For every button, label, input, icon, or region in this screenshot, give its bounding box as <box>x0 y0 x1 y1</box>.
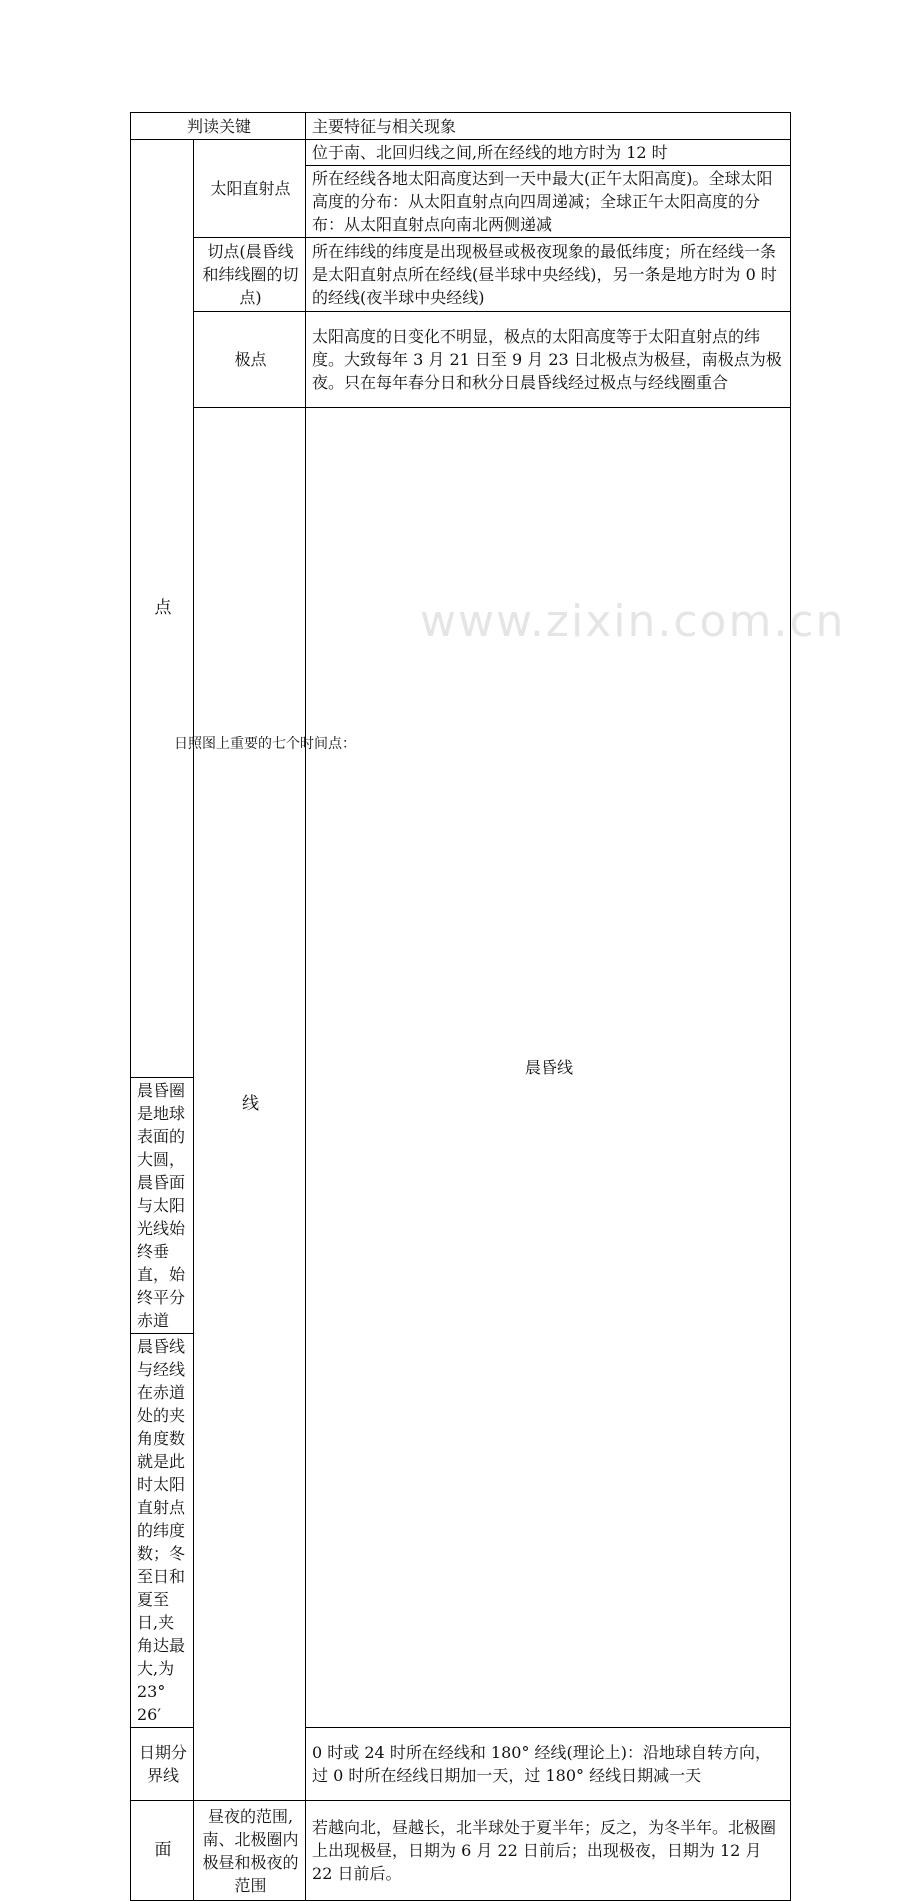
knowledge-table <box>130 112 791 1901</box>
desc-terminator-3: 晨昏线与经线在赤道处的夹角度数就是此时太阳直射点的纬度数；冬至日和夏至日,夹角达最大,为 23° 26′ <box>131 1334 194 1728</box>
category-surface: 面 <box>131 1801 194 1901</box>
category-point: 点 <box>131 140 194 1078</box>
label-range: 昼夜的范围,南、北极圈内极昼和极夜的范围 <box>194 1801 306 1901</box>
table-row <box>131 140 791 166</box>
header-key: 判读关键 <box>131 113 306 140</box>
category-line: 线 <box>194 408 306 1801</box>
table-row <box>131 238 791 312</box>
label-terminator: 晨昏线 <box>306 408 791 1728</box>
table-row <box>131 1801 791 1901</box>
label-tangent-point: 切点(晨昏线和纬线圈的切点) <box>194 238 306 312</box>
desc-dateline: 0 时或 24 时所在经线和 180° 经线(理论上)：沿地球自转方向，过 0 时所在经线日期加一天，过 180° 经线日期减一天 <box>306 1728 791 1801</box>
desc-subsolar-1: 位于南、北回归线之间,所在经线的地方时为 12 时 <box>306 140 791 166</box>
desc-tangent: 所在纬线的纬度是出现极昼或极夜现象的最低纬度；所在经线一条是太阳直射点所在经线(昼半球中央经线)，另一条是地方时为 0 时的经线(夜半球中央经线) <box>306 238 791 312</box>
desc-pole: 太阳高度的日变化不明显，极点的太阳高度等于太阳直射点的纬度。大致每年 3 月 21 日至 9 月 23 日北极点为极昼，南极点为极夜。只在每年春分日和秋分日晨昏线经过极点与经线圈重合 <box>306 312 791 408</box>
watermark-text: www.zixin.com.cn <box>420 596 846 647</box>
desc-range: 若越向北，昼越长，北半球处于夏半年；反之，为冬半年。北极圈上出现极昼，日期为 6 月 22 日前后；出现极夜，日期为 12 月 22 日前后。 <box>306 1801 791 1901</box>
desc-subsolar-2: 所在经线各地太阳高度达到一天中最大(正午太阳高度)。全球太阳高度的分布：从太阳直射点向四周递减；全球正午太阳高度的分布：从太阳直射点向南北两侧递减 <box>306 166 791 238</box>
table-row <box>131 312 791 408</box>
label-pole: 极点 <box>194 312 306 408</box>
table-header-row <box>131 113 791 140</box>
label-dateline: 日期分界线 <box>131 1728 194 1801</box>
label-subsolar-point: 太阳直射点 <box>194 140 306 238</box>
desc-terminator-2: 晨昏圈是地球表面的大圆，晨昏面与太阳光线始终垂直，始终平分赤道 <box>131 1078 194 1334</box>
footnote: 日照图上重要的七个时间点： <box>174 736 356 752</box>
header-features: 主要特征与相关现象 <box>306 113 791 140</box>
